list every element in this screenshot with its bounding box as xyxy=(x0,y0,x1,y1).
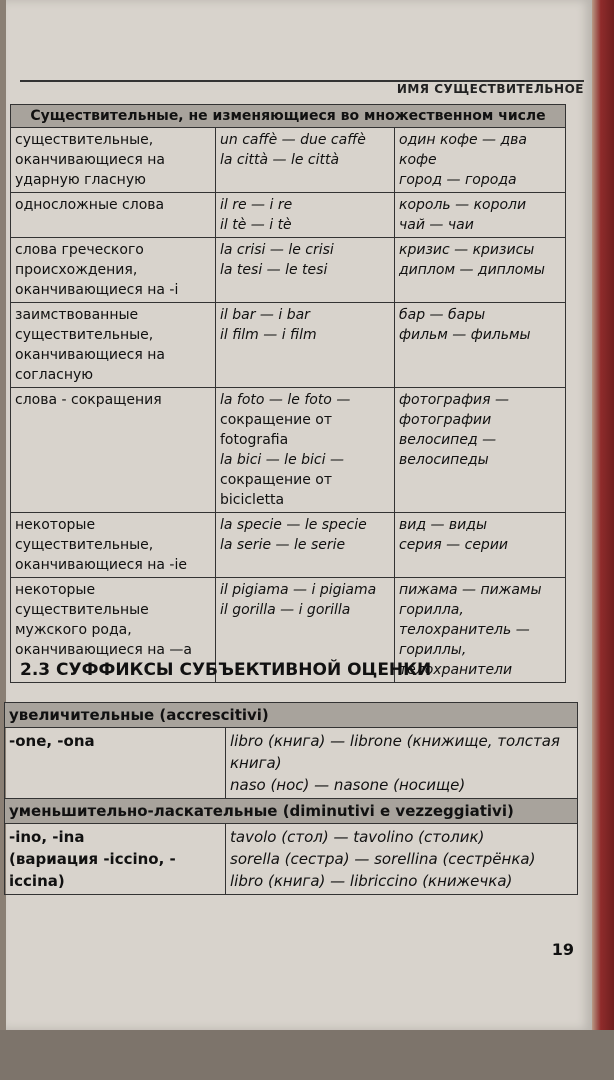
rule-cell: слова греческого происхождения, оканчивающиеся на -i xyxy=(11,238,216,303)
table-row xyxy=(11,238,566,303)
russian-example-cell: бар — бары фильм — фильмы xyxy=(395,303,566,388)
italian-example-cell xyxy=(216,388,395,513)
table-row xyxy=(5,824,578,895)
rule-cell: некоторые существительные мужского рода, оканчивающиеся на —a xyxy=(11,578,216,683)
russian-example-cell: кризис — кризисы диплом — дипломы xyxy=(395,238,566,303)
russian-example-cell: вид — виды серия — серии xyxy=(395,513,566,578)
running-head xyxy=(20,80,584,96)
russian-example-cell: один кофе — два кофе город — города xyxy=(395,128,566,193)
table-surface xyxy=(0,1030,614,1080)
section-title: 2.3 СУФФИКСЫ СУБЪЕКТИВНОЙ ОЦЕНКИ xyxy=(20,660,432,680)
italian-example-cell: il re — i re il tè — i tè xyxy=(216,193,395,238)
rule-cell: заимствованные существительные, оканчивающиеся на согласную xyxy=(11,303,216,388)
suffix-cell: -ino, -ina (вариация -iccino, -iccina) xyxy=(5,824,226,895)
table-row xyxy=(5,728,578,799)
table-header: Существительные, не изменяющиеся во множественном числе xyxy=(11,105,566,128)
suffix-example-cell: libro (книга) — librone (книжище, толстая книга) naso (нос) — nasone (носище) xyxy=(226,728,578,799)
rule-cell: некоторые существительные, оканчивающиеся на -ie xyxy=(11,513,216,578)
example-note: сокращение от fotografia xyxy=(220,412,333,448)
book-spine xyxy=(592,0,614,1080)
russian-example-cell: фотография — фотографии велосипед — велосипеды xyxy=(395,388,566,513)
table-row xyxy=(11,193,566,238)
page-number: 19 xyxy=(551,940,574,959)
diminutive-header: уменьшительно-ласкательные (diminutivi e vezzeggiativi) xyxy=(5,799,578,824)
table-row xyxy=(11,128,566,193)
russian-example-cell: король — короли чай — чаи xyxy=(395,193,566,238)
suffix-cell: -one, -ona xyxy=(5,728,226,799)
rule-cell: слова - сокращения xyxy=(11,388,216,513)
russian-example-cell: пижама — пижамы горилла, телохранитель — гориллы, телохранители xyxy=(395,578,566,683)
italian-example-cell: la specie — le specie la serie — le serie xyxy=(216,513,395,578)
invariable-nouns-table xyxy=(10,104,566,683)
italian-example-cell: il bar — i bar il film — i film xyxy=(216,303,395,388)
rule-cell: существительные, оканчивающиеся на ударную гласную xyxy=(11,128,216,193)
suffix-table xyxy=(4,702,578,895)
italian-example-cell: un caffè — due caffè la città — le città xyxy=(216,128,395,193)
italian-example-cell: la crisi — le crisi la tesi — le tesi xyxy=(216,238,395,303)
example-line: la bici — le bici — xyxy=(220,452,344,468)
running-head-text: ИМЯ СУЩЕСТВИТЕЛЬНОЕ xyxy=(396,82,584,96)
example-line: la foto — le foto — xyxy=(220,392,351,408)
example-note: сокращение от bicicletta xyxy=(220,472,333,508)
rule-cell: односложные слова xyxy=(11,193,216,238)
table-row xyxy=(11,303,566,388)
table-row xyxy=(11,388,566,513)
italian-example-cell: il pigiama — i pigiama il gorilla — i gorilla xyxy=(216,578,395,683)
suffix-example-cell: tavolo (стол) — tavolino (столик) sorella (сестра) — sorellina (сестрёнка) libro (книга) — libriccino (книжечка) xyxy=(226,824,578,895)
augmentative-header: увеличительные (accrescitivi) xyxy=(5,703,578,728)
table-row xyxy=(11,513,566,578)
